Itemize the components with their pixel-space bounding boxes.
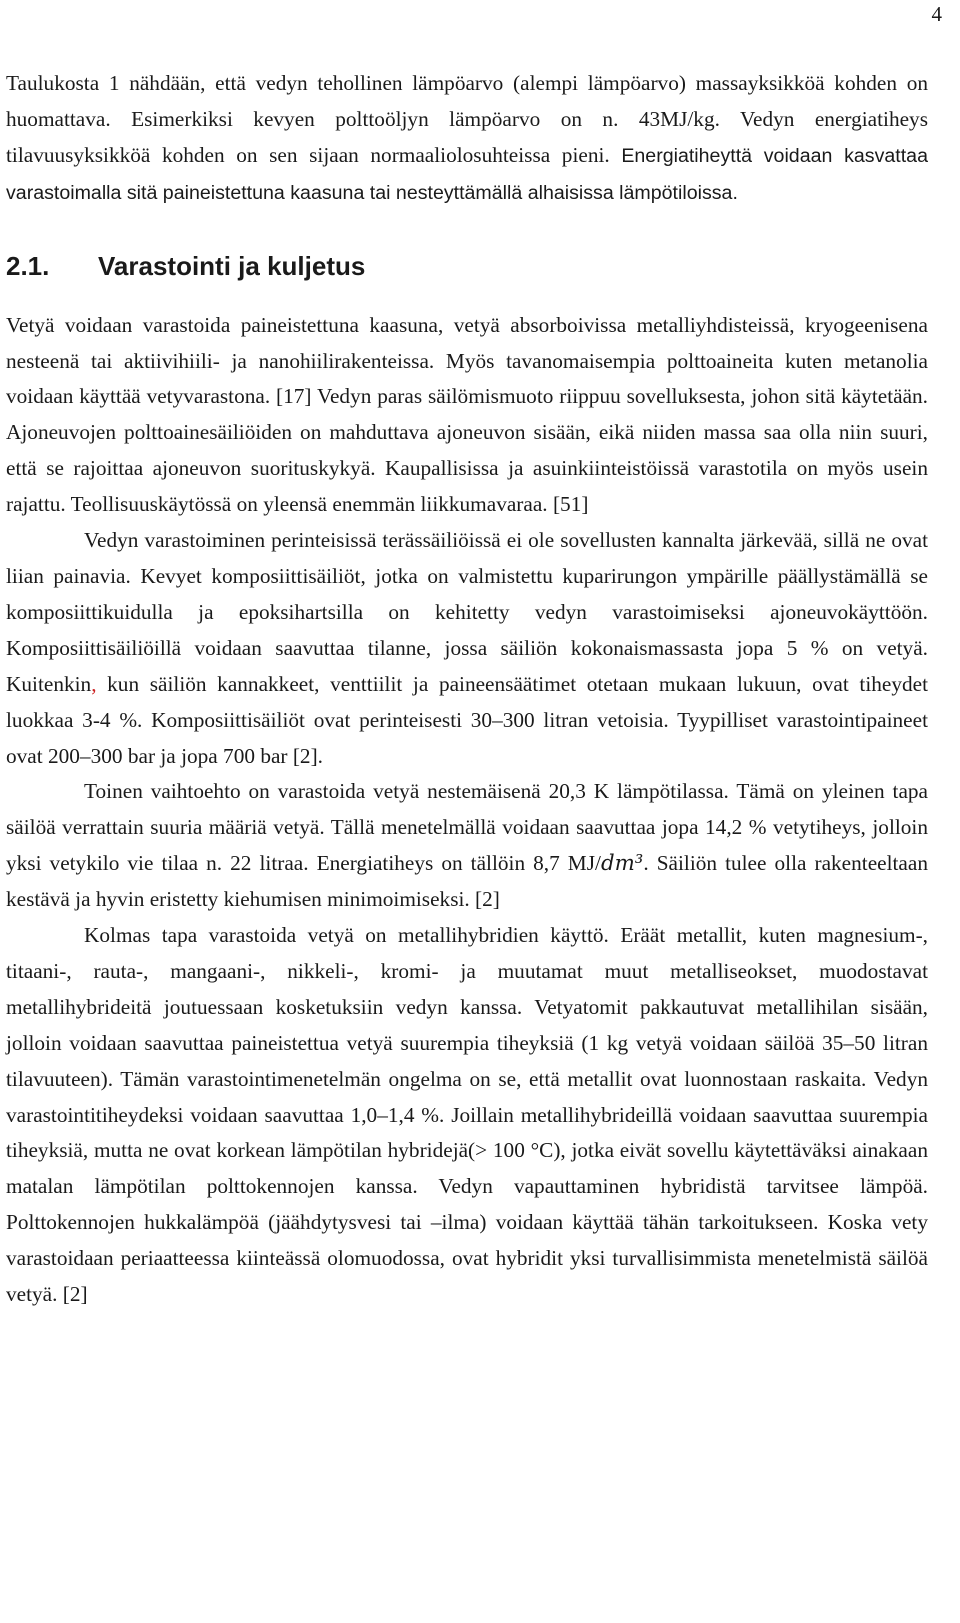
document-body xyxy=(6,66,928,1313)
p3-math-unit: dm³ xyxy=(600,851,644,877)
p3-text-before: Toinen vaihtoehto on varastoida vetyä nestemäisenä 20,3 K lämpötilassa. Tämä on yleinen tapa säilöä verrattain suuria määriä vetyä. Tällä menetelmällä voidaan saavuttaa jopa 14,2 % vetytiheys, jolloin yksi vetykilo vie tilaa n. 22 litraa. Energiatiheys on tällöin 8,7 MJ/ xyxy=(6,779,928,876)
paragraph-storage-methods: Vetyä voidaan varastoida paineistettuna kaasuna, vetyä absorboivissa metalliyhdisteissä, kryogeenisena nesteenä tai aktiivihiili- ja nanohiilirakenteissa. Myös tavanomaisempia polttoaineita kuten metanolia voidaan käyttää vetyvarastona. [17] Vedyn paras säilömismuoto riippuu sovelluksesta, johon sitä käytetään. Ajoneuvojen polttoainesäiliöiden on mahduttava ajoneuvon sisään, eikä niiden massa saa olla niin suuri, että se rajoittaa ajoneuvon suorituskykyä. Kaupallisissa ja asuinkiinteistöissä varastotila on myös usein rajattu. Teollisuuskäytössä on yleensä enemmän liikkumavaraa. [51] xyxy=(6,312,928,517)
section-number: 2.1. xyxy=(6,250,50,281)
intro-sans-text: Energiatiheyttä voidaan kasvattaa varastoimalla sitä paineistettuna kaasuna tai nesteyttämällä alhaisissa lämpötiloissa. xyxy=(6,144,928,204)
p2-text-before: Vedyn varastoiminen perinteisissä terässäiliöissä ei ole sovellusten kannalta järkevää, sillä ne ovat liian painavia. Kevyet komposiittisäiliöt, jotka on valmistettu kuparirungon ympärille päällystämällä se komposiittikuidulla ja epoksihartsilla on kehitetty vedyn varastoimiseksi ajoneuvokäyttöön. Komposiittisäiliöillä voidaan saavuttaa tilanne, jossa säiliön kokonaismassasta jopa 5 % on vetyä. Kuitenkin xyxy=(6,528,928,696)
page-number: 4 xyxy=(931,2,942,26)
paragraph-liquid-hydrogen xyxy=(6,774,928,918)
section-heading xyxy=(6,248,928,284)
p3-text-after: . Säiliön tulee olla rakenteeltaan kestävä ja hyvin eristetty kiehumisen minimoimiseksi. [2] xyxy=(6,851,928,912)
p2-text-after: kun säiliön kannakkeet, venttiilit ja paineensäätimet otetaan mukaan lukuun, ovat tiheydet luokkaa 3-4 %. Komposiittisäiliöt ovat perinteisesti 30–300 litran vetoisia. Tyypilliset varastointipaineet ovat 200–300 bar ja jopa 700 bar [2]. xyxy=(6,671,928,768)
intro-serif-text: Taulukosta 1 nähdään, että vedyn tehollinen lämpöarvo (alempi lämpöarvo) massayksikköä kohden on huomattava. Esimerkiksi kevyen polttoöljyn lämpöarvo on n. 43MJ/kg. Vedyn energiatiheys tilavuusyksikköä kohden on sen sijaan normaaliolosuhteissa pieni. xyxy=(6,71,928,167)
paragraph-metal-hydrides: Kolmas tapa varastoida vetyä on metallihybridien käyttö. Eräät metallit, kuten magnesium-, titaani-, rauta-, mangaani-, nikkeli-, kromi- ja muutamat muut metalliseokset, muodostavat metallihybrideitä joutuessaan kosketuksiin vedyn kanssa. Vetyatomit pakkautuvat metallihilan sisään, jolloin voidaan saavuttaa paineistettua vetyä suurempia tiheyksiä (1 kg vetyä voidaan säilöä 35–50 litran tilavuuteen). Tämän varastointimenetelmän ongelma on se, että metallit ovat luonnostaan raskaita. Vedyn varastointitiheydeksi voidaan saavuttaa 1,0–1,4 %. Joillain metallihybrideillä voidaan saavuttaa suurempia tiheyksiä, mutta ne ovat korkean lämpötilan hybridejä(> 100 °C), jotka eivät sovellu käytettäväksi ainakaan matalan lämpötilan polttokennojen kanssa. Vedyn vapauttaminen hybridistä tarvitsee lämpöä. Polttokennojen hukkalämpöä (jäähdytysvesi tai –ilma) voidaan käyttää tähän tarkoitukseen. Koska vety varastoidaan periaatteessa kiinteässä olomuodossa, ovat hybridit yksi turvallisimmista menetelmistä säilöä vetyä. [2] xyxy=(6,923,928,1307)
paragraph-composite-tanks xyxy=(6,523,928,774)
p2-red-comma: , xyxy=(91,671,97,696)
intro-paragraph xyxy=(6,66,928,212)
section-title: Varastointi ja kuljetus xyxy=(98,250,366,281)
